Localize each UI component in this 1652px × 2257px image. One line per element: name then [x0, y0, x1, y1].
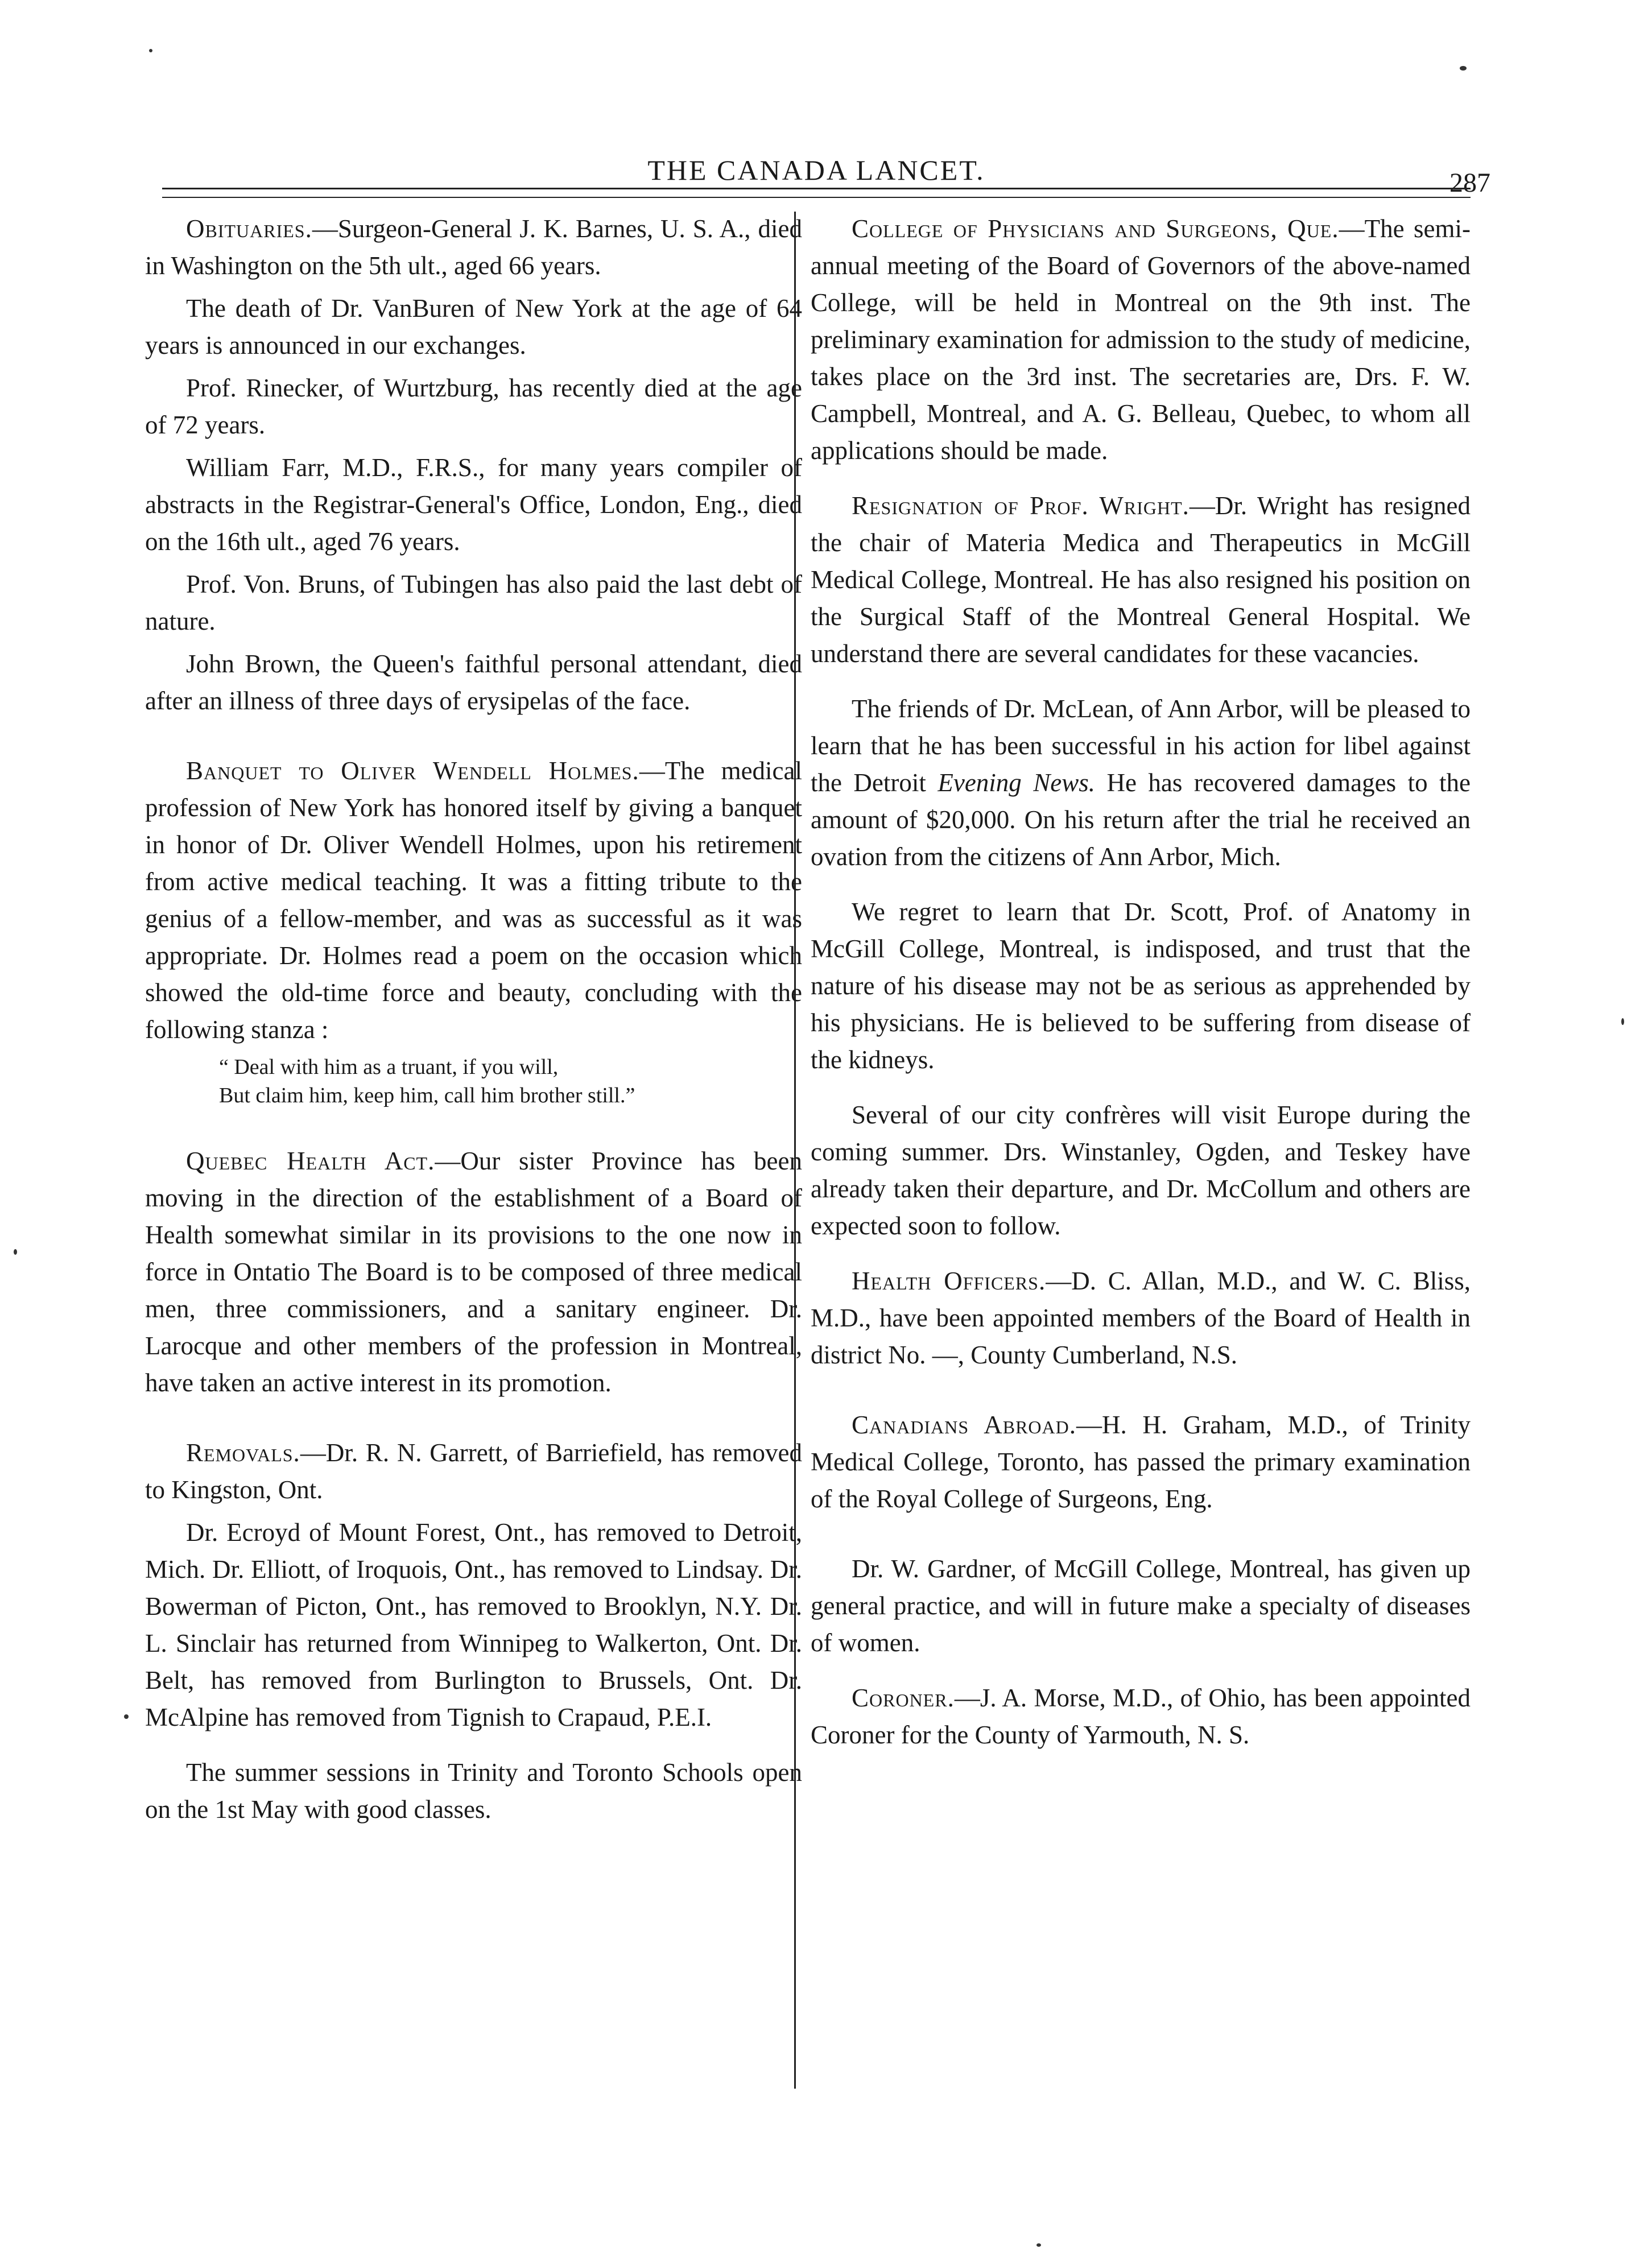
college-quebec-text: —The semi-annual meeting of the Board of Governors of the above-named College, will be held in Montreal on the 9th inst. The preliminary examination for admission to the study of medicine, takes place on the 3rd inst. The secretaries are, Drs. F. W. Campbell, Montreal, and A. G. Belleau, Quebec, to whom all applications should be made.: [811, 214, 1471, 465]
coroner-paragraph: [811, 1680, 1471, 1754]
mclean-text-after: He has recovered damages to the amount of $20,000. On his return after the trial he received an ovation from the citizens of Ann Arbor, Mich.: [811, 768, 1471, 871]
college-quebec-heading: College of Physicians and Surgeons, Que.: [852, 214, 1339, 243]
coroner-heading: Coroner.: [852, 1684, 955, 1712]
scan-speck: [1036, 2243, 1041, 2247]
scan-speck: [1621, 1018, 1624, 1025]
bruns-paragraph: Prof. Von. Bruns, of Tubingen has also paid the last debt of nature.: [145, 570, 802, 635]
canadians-abroad-heading: Canadians Abroad.: [852, 1411, 1077, 1439]
obituaries-heading: Obituaries.: [186, 214, 312, 243]
health-officers-text: —D. C. Allan, M.D., and W. C. Bliss, M.D., have been appointed members of the Board of Health in district No. —, County Cumberland, N.S.: [811, 1267, 1471, 1369]
banquet-text: —The medical profession of New York has honored itself by giving a banquet in honor of Dr. Oliver Wendell Holmes, upon his retirement from active medical teaching. It was a fitting tribute to the genius of a fellow-member, and was as successful as it was appropriate. Dr. Holmes read a poem on the occasion which showed the old-time force and beauty, concluding with the following stanza :: [145, 757, 803, 1044]
scan-speck: [14, 1249, 17, 1255]
page-header: [154, 148, 1490, 198]
europe-paragraph: Several of our city confrères will visit Europe during the coming summer. Drs. Winstanley, Ogden, and Teskey have already taken their departure, and Dr. McCollum and others are expected soon to follow.: [811, 1101, 1471, 1240]
banquet-heading: Banquet to Oliver Wendell Holmes.: [186, 757, 639, 785]
newspaper-name: Evening News.: [937, 768, 1096, 797]
health-officers-heading: Health Officers.: [852, 1267, 1046, 1295]
resignation-text: —Dr. Wright has resigned the chair of Materia Medica and Therapeutics in McGill Medical College, Montreal. He has also resigned his position on the Surgical Staff of the Montreal General Hospital. We understand there are several candidates for these vacancies.: [811, 491, 1471, 668]
left-column: [145, 210, 802, 1828]
removals-paragraph: [145, 1435, 802, 1508]
coroner-text: —J. A. Morse, M.D., of Ohio, has been appointed Coroner for the County of Yarmouth, N. S.: [811, 1684, 1471, 1749]
stanza-line-2: But claim him, keep him, call him brother still.”: [219, 1084, 635, 1107]
right-column: [811, 210, 1471, 1754]
scan-speck: [149, 49, 152, 52]
obituaries-text: —Surgeon-General J. K. Barnes, U. S. A., died in Washington on the 5th ult., aged 66 years.: [145, 214, 802, 280]
health-officers-paragraph: [811, 1263, 1471, 1374]
farr-paragraph: William Farr, M.D., F.R.S., for many years compiler of abstracts in the Registrar-General's Office, London, Eng., died on the 16th ult., aged 76 years.: [145, 453, 802, 556]
header-rule: [162, 188, 1471, 189]
obituaries-paragraph: [145, 210, 802, 284]
stanza-line-1: “ Deal with him as a truant, if you will,: [219, 1055, 559, 1079]
rinecker-paragraph: Prof. Rinecker, of Wurtzburg, has recently died at the age of 72 years.: [145, 374, 802, 439]
resignation-paragraph: [811, 487, 1471, 672]
quebec-health-text: —Our sister Province has been moving in the direction of the establishment of a Board of Health somewhat similar in its provisions to the one now in force in Ontatio The Board is to be composed of three medical men, three commissioners, and a sanitary engineer. Dr. Larocque and other members of the profession in Montreal, have taken an active interest in its promotion.: [145, 1147, 802, 1397]
journal-title: THE CANADA LANCET.: [647, 154, 985, 186]
scan-speck: [124, 1714, 129, 1719]
scott-paragraph: We regret to learn that Dr. Scott, Prof. of Anatomy in McGill College, Montreal, is indisposed, and trust that the nature of his disease may not be as serious as apprehended by his physicians. He is believed to be suffering from disease of the kidneys.: [811, 898, 1471, 1074]
page-number: 287: [1449, 168, 1490, 198]
brown-paragraph: John Brown, the Queen's faithful personal attendant, died after an illness of three days of erysipelas of the face.: [145, 650, 802, 715]
holmes-stanza: [219, 1053, 802, 1110]
gardner-paragraph: Dr. W. Gardner, of McGill College, Montreal, has given up general practice, and will in future make a specialty of diseases of women.: [811, 1555, 1471, 1657]
removals-heading: Removals.: [186, 1438, 300, 1467]
scan-speck: [1460, 66, 1467, 71]
resignation-heading: Resignation of Prof. Wright.: [852, 491, 1190, 520]
college-quebec-paragraph: [811, 210, 1471, 469]
banquet-paragraph: [145, 753, 802, 1048]
removals-text: —Dr. R. N. Garrett, of Barriefield, has removed to Kingston, Ont.: [145, 1438, 802, 1504]
header-rule-lower: [162, 197, 1471, 198]
quebec-health-paragraph: [145, 1143, 802, 1402]
summer-sessions-paragraph: The summer sessions in Trinity and Toronto Schools open on the 1st May with good classes.: [145, 1758, 802, 1824]
mclean-paragraph: [811, 691, 1471, 875]
canadians-abroad-text: —H. H. Graham, M.D., of Trinity Medical College, Toronto, has passed the primary examination of the Royal College of Surgeons, Eng.: [811, 1411, 1471, 1513]
canadians-abroad-paragraph: [811, 1407, 1471, 1518]
vanburen-paragraph: The death of Dr. VanBuren of New York at the age of 64 years is announced in our exchanges.: [145, 294, 802, 359]
mclean-text-before: The friends of Dr. McLean, of Ann Arbor, will be pleased to learn that he has been successful in his action for libel against the Detroit: [811, 695, 1471, 797]
removals-list-paragraph: Dr. Ecroyd of Mount Forest, Ont., has removed to Detroit, Mich. Dr. Elliott, of Iroquois, Ont., has removed to Lindsay. Dr. Bowerman of Picton, Ont., has removed to Brooklyn, N.Y. Dr. L. Sinclair has returned from Winnipeg to Walkerton, Ont. Dr. Belt, has removed from Burlington to Brussels, Ont. Dr. McAlpine has removed from Tignish to Crapaud, P.E.I.: [145, 1518, 802, 1731]
quebec-health-heading: Quebec Health Act.: [186, 1147, 435, 1175]
